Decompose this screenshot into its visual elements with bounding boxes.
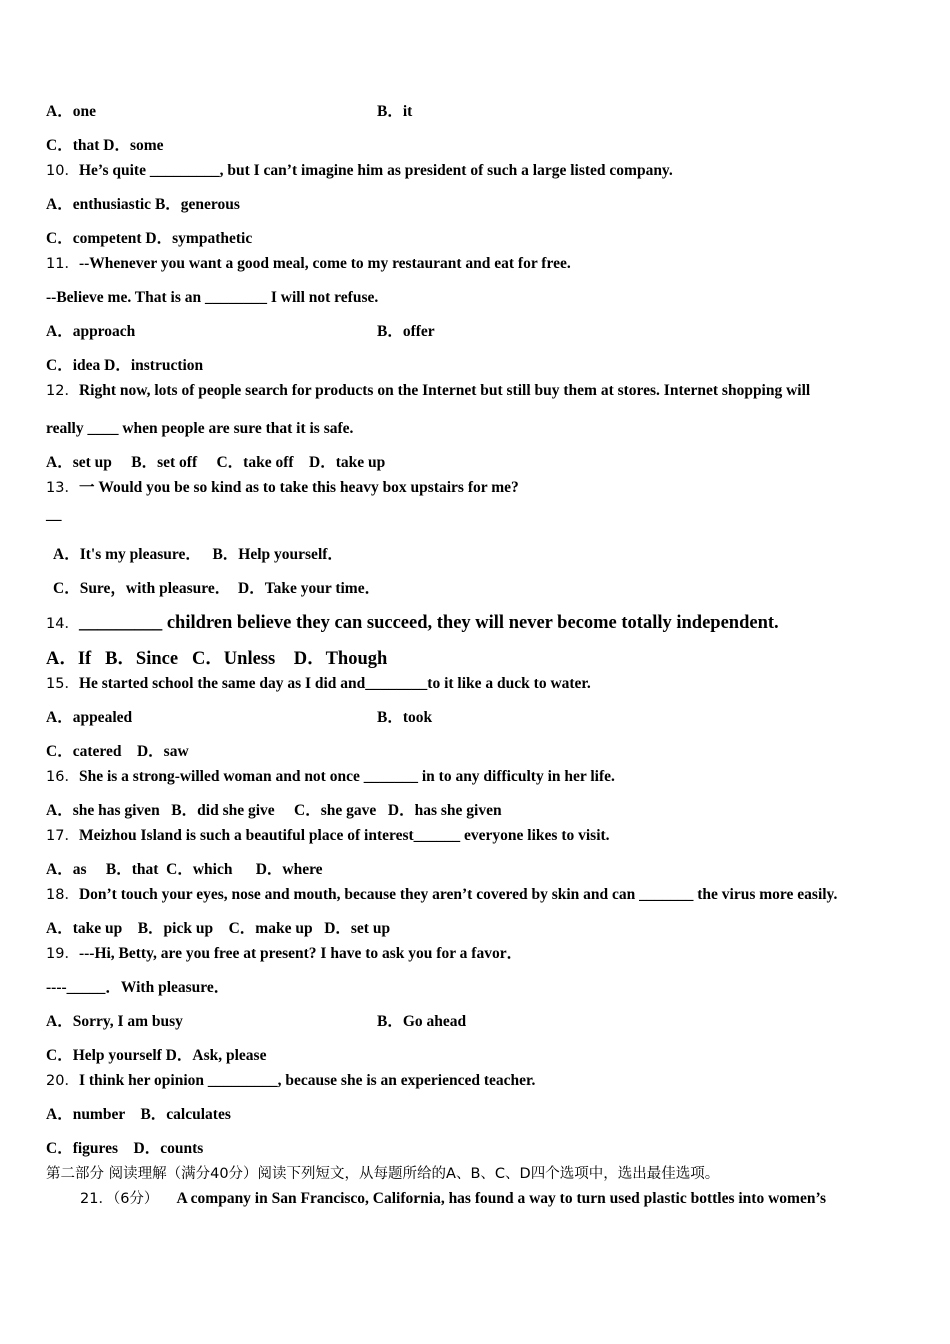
passage-text: A company in San Francisco, California, has found a way to turn used plastic bottles into women’s [176,1190,827,1207]
question-number: 18． [46,887,79,903]
option-b: B．offer [377,323,435,340]
q11-dialogue: --Believe me. That is an ________ I will not refuse. [46,289,379,306]
q11-options-row1 [46,322,435,342]
q20-options-row2: C．figures D．counts [46,1140,204,1157]
option-a: A．one [46,103,96,120]
question-number: 11． [46,256,79,272]
option-b: B．it [377,103,413,120]
question-number: 17． [46,828,79,844]
question-text: Don’t touch your eyes, nose and mouth, because they aren’t covered by skin and can _______ the virus more easily. [78,886,838,903]
question-20 [46,1071,535,1091]
q19-dialogue: ----_____．With pleasure． [46,979,230,996]
question-16 [46,767,615,787]
section-heading: 第二部分 阅读理解（满分40分）阅读下列短文，从每题所给的A、B、C、D四个选项中，选出最佳选项。 [46,1166,720,1182]
question-number: 13． [46,480,79,496]
question-text: 一 Would you be so kind as to take this heavy box upstairs for me? [78,479,519,496]
question-number: 10． [46,163,79,179]
question-text: She is a strong-willed woman and not once _______ in to any difficulty in her life. [78,768,615,785]
question-number: 21．（6分） [80,1191,159,1207]
q15-options-row1 [46,708,433,728]
q13-options-row2: C．Sure，with pleasure． D．Take your time． [53,580,381,597]
question-text: He started school the same day as I did and________to it like a duck to water. [78,675,591,692]
question-18 [46,885,837,905]
question-number: 14． [46,616,79,632]
question-number: 15． [46,676,79,692]
q14-options: A．If B．Since C．Unless D．Though [46,649,388,669]
question-14 [46,613,779,634]
question-number: 19． [46,946,79,962]
q9-options-row2: C．that D．some [46,137,164,154]
q10-options-row2: C．competent D．sympathetic [46,230,253,247]
question-text: Meizhou Island is such a beautiful place of interest______ everyone likes to visit. [78,827,610,844]
q19-options-row2: C．Help yourself D．Ask, please [46,1047,267,1064]
q20-options-row1: A．number B．calculates [46,1106,231,1123]
question-15 [46,674,591,694]
q13-dash: — [46,511,62,528]
q10-options-row1: A．enthusiastic B．generous [46,196,240,213]
question-11 [46,254,571,274]
question-text: Right now, lots of people search for products on the Internet but still buy them at stores. Internet shopping will [78,382,811,399]
option-a: A．appealed [46,709,133,726]
question-10 [46,161,673,181]
question-text: He’s quite _________, but I can’t imagine him as president of such a large listed company. [78,162,673,179]
q12-continuation: really ____ when people are sure that it is safe. [46,420,354,437]
question-number: 16． [46,769,79,785]
question-12 [46,381,810,401]
question-text: --Whenever you want a good meal, come to my restaurant and eat for free. [78,255,571,272]
option-b: B．took [377,709,433,726]
option-b: B．Go ahead [377,1013,467,1030]
q11-options-row2: C．idea D．instruction [46,357,204,374]
option-a: A．approach [46,323,136,340]
option-a: A．Sorry, I am busy [46,1013,183,1030]
question-13 [46,478,519,498]
question-19 [46,944,522,964]
q16-options: A．she has given B．did she give C．she gave D．has she given [46,802,502,819]
question-number: 20． [46,1073,79,1089]
q19-options-row1 [46,1012,467,1032]
question-text: _________ children believe they can succeed, they will never become totally independent. [78,613,779,633]
q18-options: A．take up B．pick up C．make up D．set up [46,920,391,937]
q12-options: A．set up B．set off C．take off D．take up [46,454,386,471]
question-number: 12． [46,383,79,399]
q15-options-row2: C．catered D．saw [46,743,189,760]
question-text: I think her opinion _________, because she is an experienced teacher. [78,1072,536,1089]
passage-21-start [80,1189,826,1209]
q13-options-row1: A．It's my pleasure． B．Help yourself． [53,546,343,563]
question-text: ---Hi, Betty, are you free at present? I have to ask you for a favor． [78,945,523,962]
q17-options: A．as B．that C．which D．where [46,861,323,878]
q9-options-row1 [46,102,413,122]
question-17 [46,826,610,846]
